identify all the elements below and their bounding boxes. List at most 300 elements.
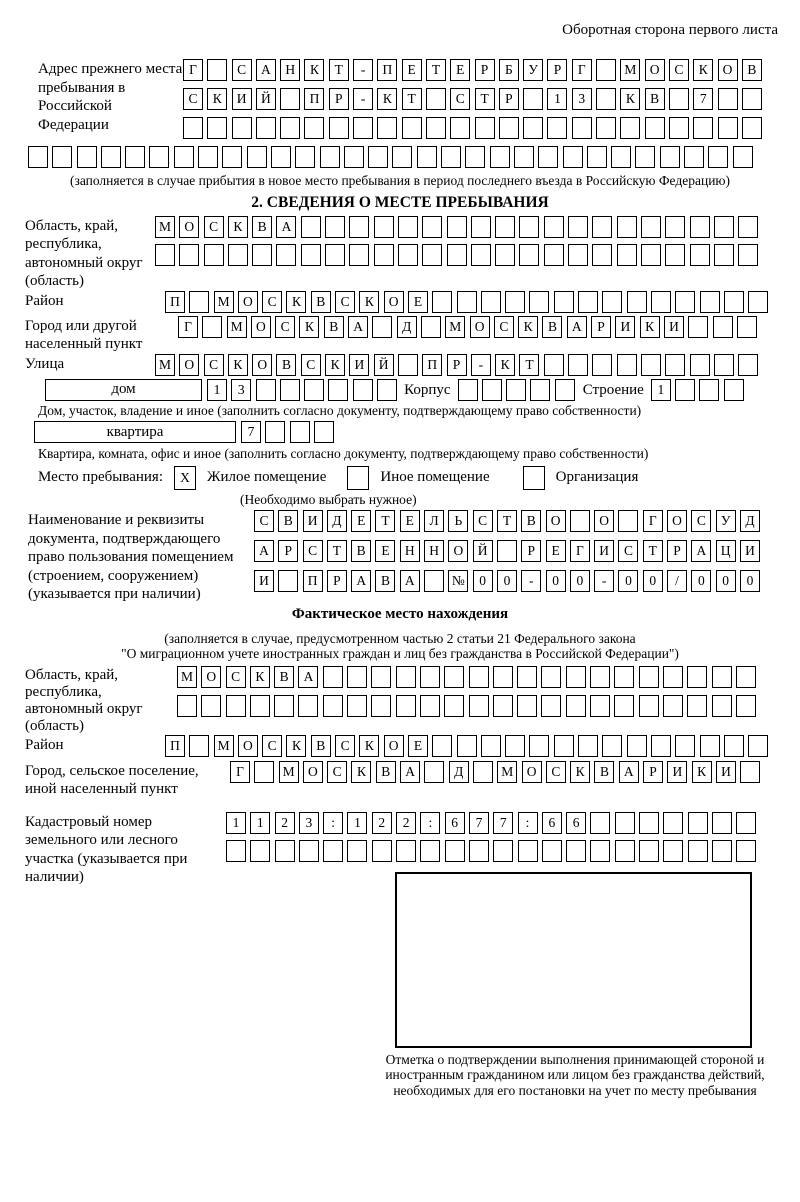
char-box[interactable] — [77, 146, 97, 168]
char-box[interactable]: / — [667, 570, 687, 592]
char-box[interactable] — [422, 216, 442, 238]
char-box[interactable]: 0 — [497, 570, 517, 592]
char-box[interactable]: - — [471, 354, 491, 376]
char-box[interactable] — [232, 117, 252, 139]
char-box[interactable]: Т — [475, 88, 495, 110]
char-box[interactable] — [444, 666, 464, 688]
char-box[interactable] — [304, 117, 324, 139]
char-box[interactable] — [690, 244, 710, 266]
char-box[interactable]: К — [359, 735, 379, 757]
char-box[interactable]: Н — [280, 59, 300, 81]
char-box[interactable]: В — [311, 735, 331, 757]
char-box[interactable] — [639, 812, 659, 834]
char-box[interactable] — [566, 840, 586, 862]
char-box[interactable]: № — [448, 570, 468, 592]
char-box[interactable] — [568, 354, 588, 376]
char-box[interactable] — [299, 840, 319, 862]
char-box[interactable] — [587, 146, 607, 168]
char-box[interactable] — [688, 840, 708, 862]
char-box[interactable]: К — [250, 666, 270, 688]
char-box[interactable]: Т — [497, 510, 517, 532]
char-box[interactable] — [475, 117, 495, 139]
char-box[interactable] — [495, 216, 515, 238]
char-box[interactable] — [714, 354, 734, 376]
char-box[interactable] — [28, 146, 48, 168]
char-box[interactable] — [349, 244, 369, 266]
char-box[interactable] — [493, 666, 513, 688]
char-box[interactable]: 6 — [445, 812, 465, 834]
char-box[interactable]: М — [177, 666, 197, 688]
char-box[interactable]: О — [594, 510, 614, 532]
char-box[interactable] — [645, 117, 665, 139]
char-box[interactable]: С — [275, 316, 295, 338]
char-box[interactable] — [372, 840, 392, 862]
char-box[interactable] — [617, 354, 637, 376]
char-box[interactable] — [568, 244, 588, 266]
char-box[interactable]: 1 — [250, 812, 270, 834]
char-box[interactable]: 7 — [469, 812, 489, 834]
char-box[interactable]: М — [155, 216, 175, 238]
char-box[interactable]: 3 — [572, 88, 592, 110]
char-box[interactable]: 6 — [542, 812, 562, 834]
char-box[interactable]: М — [445, 316, 465, 338]
char-box[interactable]: - — [521, 570, 541, 592]
char-box[interactable] — [514, 146, 534, 168]
char-box[interactable]: 1 — [226, 812, 246, 834]
char-box[interactable] — [523, 117, 543, 139]
char-box[interactable]: О — [238, 735, 258, 757]
char-box[interactable]: А — [400, 570, 420, 592]
char-box[interactable]: О — [384, 291, 404, 313]
char-box[interactable] — [572, 117, 592, 139]
char-box[interactable]: 7 — [493, 812, 513, 834]
char-box[interactable]: О — [470, 316, 490, 338]
char-box[interactable]: О — [238, 291, 258, 313]
char-box[interactable] — [554, 291, 574, 313]
char-box[interactable] — [420, 840, 440, 862]
char-box[interactable]: М — [497, 761, 517, 783]
char-box[interactable]: К — [693, 59, 713, 81]
char-box[interactable] — [323, 695, 343, 717]
char-box[interactable] — [174, 146, 194, 168]
char-box[interactable] — [693, 117, 713, 139]
char-box[interactable] — [596, 88, 616, 110]
char-box[interactable] — [495, 244, 515, 266]
char-box[interactable] — [226, 695, 246, 717]
char-box[interactable] — [320, 146, 340, 168]
char-box[interactable]: С — [669, 59, 689, 81]
char-box[interactable] — [368, 146, 388, 168]
char-box[interactable] — [675, 291, 695, 313]
char-box[interactable]: К — [228, 354, 248, 376]
char-box[interactable] — [687, 666, 707, 688]
char-box[interactable] — [505, 291, 525, 313]
char-box[interactable] — [641, 216, 661, 238]
char-box[interactable]: Ц — [716, 540, 736, 562]
char-box[interactable]: И — [615, 316, 635, 338]
char-box[interactable]: О — [645, 59, 665, 81]
char-box[interactable] — [663, 812, 683, 834]
char-box[interactable]: О — [201, 666, 221, 688]
char-box[interactable] — [737, 316, 757, 338]
char-box[interactable]: : — [323, 812, 343, 834]
char-box[interactable]: 2 — [372, 812, 392, 834]
char-box[interactable] — [347, 840, 367, 862]
char-box[interactable] — [424, 570, 444, 592]
char-box[interactable] — [523, 88, 543, 110]
char-box[interactable] — [712, 666, 732, 688]
char-box[interactable]: А — [567, 316, 587, 338]
char-box[interactable] — [506, 379, 526, 401]
char-box[interactable]: Т — [329, 59, 349, 81]
char-box[interactable]: А — [348, 316, 368, 338]
char-box[interactable]: У — [523, 59, 543, 81]
char-box[interactable]: Р — [547, 59, 567, 81]
char-box[interactable] — [290, 421, 310, 443]
char-box[interactable] — [226, 840, 246, 862]
char-box[interactable] — [377, 117, 397, 139]
char-box[interactable]: 1 — [207, 379, 227, 401]
char-box[interactable] — [493, 695, 513, 717]
char-box[interactable] — [538, 146, 558, 168]
char-box[interactable]: И — [716, 761, 736, 783]
char-box[interactable]: О — [448, 540, 468, 562]
char-box[interactable]: О — [546, 510, 566, 532]
char-box[interactable]: В — [351, 540, 371, 562]
char-box[interactable] — [724, 291, 744, 313]
char-box[interactable]: А — [276, 216, 296, 238]
char-box[interactable] — [426, 117, 446, 139]
char-box[interactable] — [392, 146, 412, 168]
char-box[interactable] — [426, 88, 446, 110]
char-box[interactable]: С — [254, 510, 274, 532]
char-box[interactable] — [497, 540, 517, 562]
char-box[interactable] — [420, 695, 440, 717]
char-box[interactable] — [469, 666, 489, 688]
char-box[interactable]: Е — [408, 735, 428, 757]
char-box[interactable] — [371, 695, 391, 717]
char-box[interactable] — [250, 695, 270, 717]
char-box[interactable] — [733, 146, 753, 168]
char-box[interactable] — [718, 117, 738, 139]
char-box[interactable] — [458, 379, 478, 401]
char-box[interactable] — [669, 117, 689, 139]
char-box[interactable] — [708, 146, 728, 168]
char-box[interactable] — [590, 666, 610, 688]
char-box[interactable]: О — [251, 316, 271, 338]
char-box[interactable]: К — [640, 316, 660, 338]
char-box[interactable] — [547, 117, 567, 139]
char-box[interactable] — [742, 117, 762, 139]
char-box[interactable] — [276, 244, 296, 266]
char-box[interactable] — [398, 244, 418, 266]
char-box[interactable]: К — [228, 216, 248, 238]
char-box[interactable]: 1 — [651, 379, 671, 401]
char-box[interactable] — [323, 666, 343, 688]
char-box[interactable] — [265, 421, 285, 443]
char-box[interactable]: Р — [643, 761, 663, 783]
char-box[interactable] — [421, 316, 441, 338]
char-box[interactable]: И — [594, 540, 614, 562]
char-box[interactable]: 2 — [396, 812, 416, 834]
char-box[interactable] — [568, 216, 588, 238]
char-box[interactable]: К — [286, 291, 306, 313]
char-box[interactable] — [323, 840, 343, 862]
char-box[interactable]: О — [718, 59, 738, 81]
char-box[interactable]: С — [204, 354, 224, 376]
char-box[interactable] — [183, 117, 203, 139]
char-box[interactable] — [738, 354, 758, 376]
char-box[interactable]: В — [645, 88, 665, 110]
char-box[interactable]: А — [256, 59, 276, 81]
char-box[interactable] — [252, 244, 272, 266]
checkbox-other-premises[interactable] — [347, 466, 369, 490]
char-box[interactable]: Г — [183, 59, 203, 81]
char-box[interactable] — [490, 146, 510, 168]
char-box[interactable]: Е — [546, 540, 566, 562]
char-box[interactable]: М — [155, 354, 175, 376]
char-box[interactable] — [374, 216, 394, 238]
char-box[interactable] — [371, 666, 391, 688]
char-box[interactable]: С — [226, 666, 246, 688]
char-box[interactable] — [602, 735, 622, 757]
char-box[interactable] — [471, 216, 491, 238]
char-box[interactable]: О — [179, 216, 199, 238]
char-box[interactable]: : — [518, 812, 538, 834]
char-box[interactable]: 0 — [643, 570, 663, 592]
char-box[interactable]: К — [299, 316, 319, 338]
char-box[interactable]: Е — [402, 59, 422, 81]
char-box[interactable]: Д — [397, 316, 417, 338]
char-box[interactable] — [690, 354, 710, 376]
char-box[interactable] — [669, 88, 689, 110]
char-box[interactable] — [325, 216, 345, 238]
char-box[interactable] — [457, 291, 477, 313]
char-box[interactable] — [611, 146, 631, 168]
char-box[interactable]: П — [422, 354, 442, 376]
char-box[interactable]: С — [301, 354, 321, 376]
char-box[interactable] — [301, 244, 321, 266]
char-box[interactable]: С — [618, 540, 638, 562]
char-box[interactable] — [714, 244, 734, 266]
char-box[interactable] — [563, 146, 583, 168]
char-box[interactable] — [517, 666, 537, 688]
char-box[interactable] — [505, 735, 525, 757]
char-box[interactable] — [517, 695, 537, 717]
char-box[interactable]: В — [276, 354, 296, 376]
char-box[interactable]: 0 — [618, 570, 638, 592]
char-box[interactable] — [590, 812, 610, 834]
char-box[interactable] — [278, 570, 298, 592]
char-box[interactable]: К — [304, 59, 324, 81]
char-box[interactable] — [530, 379, 550, 401]
char-box[interactable] — [590, 695, 610, 717]
char-box[interactable] — [202, 316, 222, 338]
char-box[interactable] — [52, 146, 72, 168]
char-box[interactable] — [712, 812, 732, 834]
char-box[interactable]: С — [262, 735, 282, 757]
char-box[interactable] — [738, 244, 758, 266]
char-box[interactable]: С — [473, 510, 493, 532]
char-box[interactable] — [469, 695, 489, 717]
char-box[interactable] — [444, 695, 464, 717]
char-box[interactable]: М — [214, 735, 234, 757]
char-box[interactable]: О — [252, 354, 272, 376]
char-box[interactable]: К — [377, 88, 397, 110]
char-box[interactable] — [651, 735, 671, 757]
char-box[interactable] — [675, 735, 695, 757]
char-box[interactable]: И — [664, 316, 684, 338]
char-box[interactable] — [328, 379, 348, 401]
char-box[interactable]: С — [450, 88, 470, 110]
char-box[interactable] — [578, 735, 598, 757]
char-box[interactable]: Г — [643, 510, 663, 532]
char-box[interactable] — [189, 291, 209, 313]
char-box[interactable]: И — [303, 510, 323, 532]
char-box[interactable]: К — [692, 761, 712, 783]
char-box[interactable] — [222, 146, 242, 168]
char-box[interactable] — [275, 840, 295, 862]
char-box[interactable]: К — [620, 88, 640, 110]
char-box[interactable] — [712, 695, 732, 717]
char-box[interactable] — [432, 735, 452, 757]
char-box[interactable]: В — [274, 666, 294, 688]
checkbox-organization[interactable] — [523, 466, 545, 490]
char-box[interactable] — [590, 840, 610, 862]
char-box[interactable] — [713, 316, 733, 338]
char-box[interactable] — [519, 216, 539, 238]
char-box[interactable] — [665, 244, 685, 266]
char-box[interactable] — [155, 244, 175, 266]
char-box[interactable] — [179, 244, 199, 266]
char-box[interactable] — [641, 354, 661, 376]
char-box[interactable] — [347, 666, 367, 688]
char-box[interactable]: В — [521, 510, 541, 532]
char-box[interactable] — [125, 146, 145, 168]
char-box[interactable]: С — [335, 735, 355, 757]
char-box[interactable] — [620, 117, 640, 139]
char-box[interactable] — [627, 291, 647, 313]
char-box[interactable]: Р — [447, 354, 467, 376]
char-box[interactable] — [687, 695, 707, 717]
char-box[interactable] — [663, 695, 683, 717]
char-box[interactable] — [615, 840, 635, 862]
char-box[interactable] — [254, 761, 274, 783]
char-box[interactable]: С — [335, 291, 355, 313]
char-box[interactable]: Г — [572, 59, 592, 81]
char-box[interactable] — [420, 666, 440, 688]
char-box[interactable] — [353, 379, 373, 401]
char-box[interactable]: Д — [449, 761, 469, 783]
checkbox-dwelling[interactable] — [174, 466, 196, 490]
char-box[interactable]: К — [495, 354, 515, 376]
char-box[interactable] — [473, 761, 493, 783]
char-box[interactable]: К — [359, 291, 379, 313]
char-box[interactable]: Б — [499, 59, 519, 81]
char-box[interactable]: М — [279, 761, 299, 783]
char-box[interactable] — [101, 146, 121, 168]
char-box[interactable] — [688, 316, 708, 338]
char-box[interactable] — [542, 840, 562, 862]
char-box[interactable] — [189, 735, 209, 757]
char-box[interactable] — [700, 291, 720, 313]
char-box[interactable]: - — [594, 570, 614, 592]
char-box[interactable] — [344, 146, 364, 168]
char-box[interactable] — [635, 146, 655, 168]
char-box[interactable] — [417, 146, 437, 168]
char-box[interactable]: Г — [178, 316, 198, 338]
char-box[interactable] — [712, 840, 732, 862]
char-box[interactable] — [250, 840, 270, 862]
char-box[interactable] — [304, 379, 324, 401]
char-box[interactable]: Г — [230, 761, 250, 783]
char-box[interactable] — [740, 761, 760, 783]
char-box[interactable] — [519, 244, 539, 266]
char-box[interactable]: И — [740, 540, 760, 562]
char-box[interactable]: А — [254, 540, 274, 562]
char-box[interactable]: С — [494, 316, 514, 338]
char-box[interactable] — [447, 216, 467, 238]
char-box[interactable]: Й — [473, 540, 493, 562]
char-box[interactable]: У — [716, 510, 736, 532]
char-box[interactable] — [271, 146, 291, 168]
char-box[interactable] — [457, 735, 477, 757]
char-box[interactable] — [724, 379, 744, 401]
char-box[interactable] — [618, 510, 638, 532]
char-box[interactable] — [627, 735, 647, 757]
char-box[interactable] — [592, 244, 612, 266]
char-box[interactable]: В — [376, 761, 396, 783]
char-box[interactable]: И — [232, 88, 252, 110]
char-box[interactable]: С — [327, 761, 347, 783]
char-box[interactable] — [615, 812, 635, 834]
char-box[interactable] — [736, 695, 756, 717]
char-box[interactable]: В — [278, 510, 298, 532]
char-box[interactable] — [441, 146, 461, 168]
char-box[interactable]: К — [518, 316, 538, 338]
char-box[interactable] — [493, 840, 513, 862]
char-box[interactable]: 0 — [473, 570, 493, 592]
char-box[interactable] — [349, 216, 369, 238]
char-box[interactable]: О — [522, 761, 542, 783]
char-box[interactable]: Р — [327, 570, 347, 592]
char-box[interactable] — [471, 244, 491, 266]
char-box[interactable] — [447, 244, 467, 266]
char-box[interactable]: П — [304, 88, 324, 110]
char-box[interactable] — [566, 695, 586, 717]
char-box[interactable] — [398, 354, 418, 376]
char-box[interactable] — [544, 216, 564, 238]
char-box[interactable] — [207, 59, 227, 81]
char-box[interactable] — [544, 354, 564, 376]
char-box[interactable] — [529, 735, 549, 757]
char-box[interactable] — [396, 695, 416, 717]
char-box[interactable] — [347, 695, 367, 717]
char-box[interactable] — [699, 379, 719, 401]
char-box[interactable]: В — [594, 761, 614, 783]
char-box[interactable]: С — [546, 761, 566, 783]
char-box[interactable] — [204, 244, 224, 266]
char-box[interactable] — [247, 146, 267, 168]
char-box[interactable]: О — [303, 761, 323, 783]
char-box[interactable] — [736, 840, 756, 862]
char-box[interactable] — [596, 117, 616, 139]
char-box[interactable] — [578, 291, 598, 313]
char-box[interactable]: Л — [424, 510, 444, 532]
char-box[interactable]: - — [353, 88, 373, 110]
char-box[interactable]: Р — [475, 59, 495, 81]
char-box[interactable] — [660, 146, 680, 168]
